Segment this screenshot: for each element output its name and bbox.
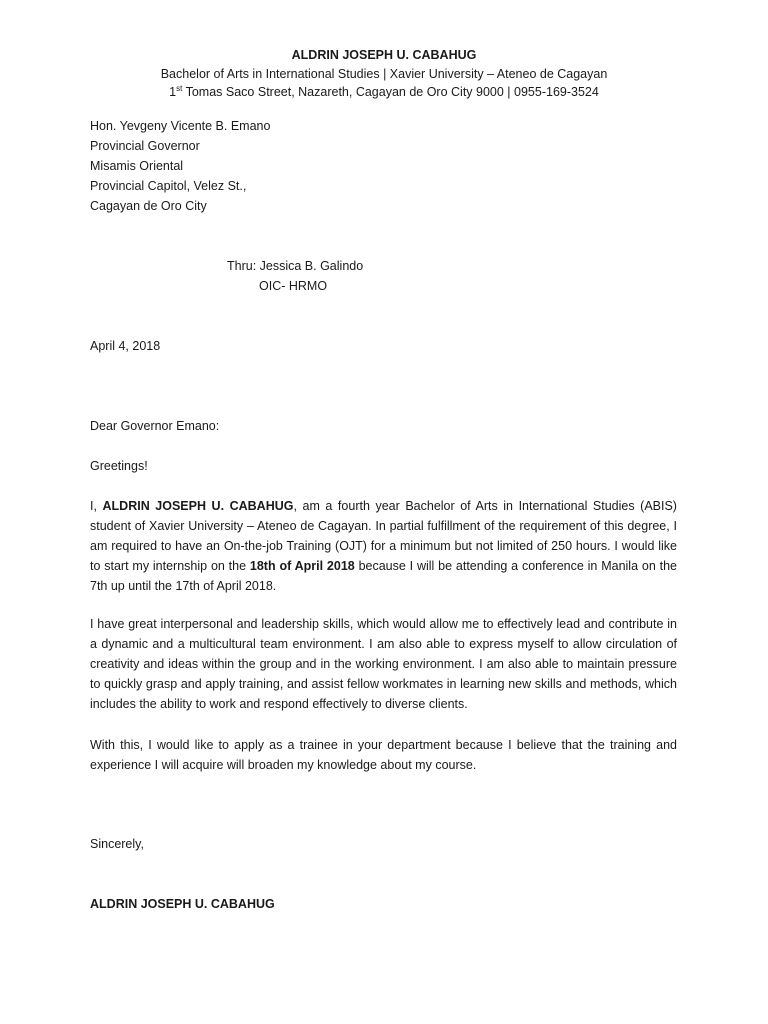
p1-text-2: , am a fourth year Bachelor of Arts in International Studies (ABIS) student of Xavier University – Ateneo de Cagayan. In partial fulfillment of the requirement of this degree, I am required to have an On-the-job Training (OJT) for a minimum but not limited of 250 hours. I would like to start my internship on the — [90, 499, 677, 573]
paragraph-1 — [90, 496, 677, 596]
paragraph-2: I have great interpersonal and leadership skills, which would allow me to effectively lead and contribute in a dynamic and a multicultural team environment. I am also able to express myself to allow circulation of creativity and ideas within the group and in the working environment. I am also able to maintain pressure to quickly grasp and apply training, and assist fellow workmates in learning new skills and methods, which includes the ability to work and respond effectively to diverse clients. — [90, 617, 677, 711]
paragraph-3: With this, I would like to apply as a trainee in your department because I believe that the training and experience I will acquire will broaden my knowledge about my course. — [90, 738, 677, 772]
p1-bold-date: 18th of April 2018 — [249, 559, 355, 573]
sender-address — [0, 83, 768, 102]
address-number: 1 — [169, 85, 177, 99]
address-rest: Tomas Saco Street, Nazareth, Cagayan de Oro City 9000 | 0955-169-3524 — [182, 85, 599, 99]
recipient-province: Misamis Oriental — [90, 159, 184, 173]
letter-date: April 4, 2018 — [90, 339, 161, 353]
p1-bold-name: ALDRIN JOSEPH U. CABAHUG — [102, 499, 294, 513]
closing: Sincerely, — [90, 837, 144, 851]
address-ordinal: st — [176, 83, 183, 93]
recipient-street: Provincial Capitol, Velez St., — [90, 179, 247, 193]
thru-role: OIC- HRMO — [259, 279, 328, 293]
sender-name: ALDRIN JOSEPH U. CABAHUG — [291, 48, 477, 62]
recipient-city: Cagayan de Oro City — [90, 199, 207, 213]
salutation: Dear Governor Emano: — [90, 419, 220, 433]
recipient-name: Hon. Yevgeny Vicente B. Emano — [90, 119, 271, 133]
p1-text-3: because I will be attending a conference in Manila on the 7th up until the 17th of April 2018. — [90, 559, 677, 593]
thru-block — [227, 256, 363, 296]
greeting: Greetings! — [90, 459, 148, 473]
letterhead — [0, 46, 768, 102]
sender-program: Bachelor of Arts in International Studies | Xavier University – Ateneo de Cagayan — [160, 66, 608, 81]
p1-text-1: I, — [90, 499, 103, 513]
recipient-block — [90, 116, 270, 216]
thru-name: Thru: Jessica B. Galindo — [227, 259, 364, 273]
signature-name: ALDRIN JOSEPH U. CABAHUG — [90, 897, 275, 911]
recipient-title: Provincial Governor — [90, 139, 200, 153]
